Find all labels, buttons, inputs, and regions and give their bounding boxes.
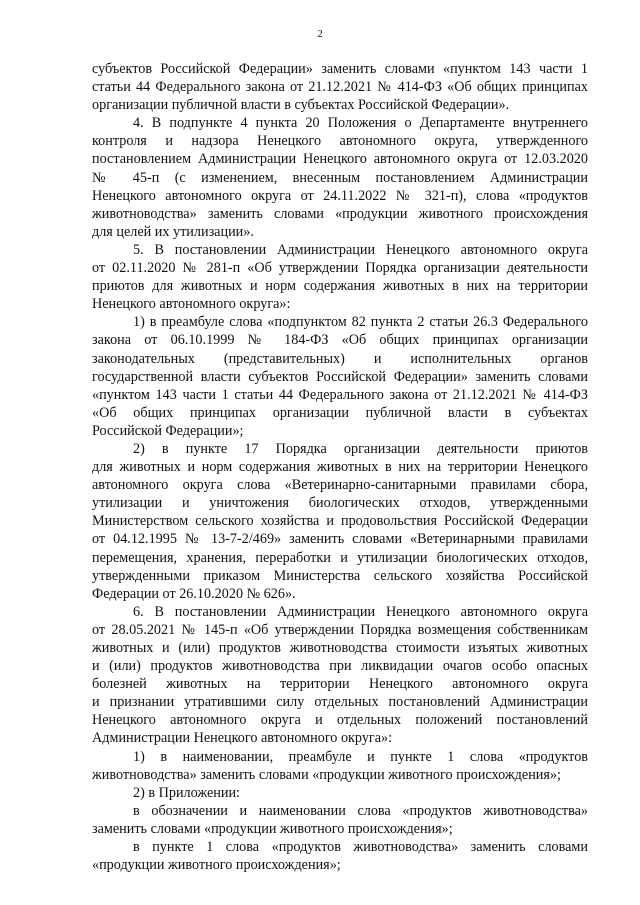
text-line: от 28.05.2021 № 145-п «Об утверждении Порядка возмещения собственникам [92, 621, 588, 638]
text-line: 4. В подпункте 4 пункта 20 Положения о Департаменте внутреннего [133, 115, 588, 132]
document-body [92, 60, 588, 874]
text-line: государственной власти субъектов Российской Федерации» заменить словами [92, 368, 588, 385]
text-line: 2) в Приложении: [133, 784, 240, 801]
text-line: 5. В постановлении Администрации Ненецкого автономного округа [133, 241, 588, 258]
text-line: Ненецкого автономного округа от 24.11.2022 № 321-п), слова «продуктов [92, 187, 588, 204]
text-line: перемещения, хранения, переработки и утилизации биологических отходов, [92, 549, 588, 566]
text-line: для животных и норм содержания животных в них на территории Ненецкого [92, 459, 588, 476]
text-line: заменить словами «продукции животного происхождения»; [92, 820, 453, 837]
text-line: 1) в наименовании, преамбуле и пункте 1 слова «продуктов [133, 748, 588, 765]
text-line: и (или) продуктов животноводства при ликвидации очагов особо опасных [92, 658, 588, 675]
text-line: приютов для животных и норм содержания животных в них на территории [92, 278, 588, 295]
text-line: Министерством сельского хозяйства и продовольствия Российской Федерации [92, 513, 588, 530]
text-line: № 45-п (с изменением, внесенным постановлением Администрации [92, 169, 588, 186]
text-line: субъектов Российской Федерации» заменить словами «пунктом 143 части 1 [92, 61, 588, 77]
text-line: Российской Федерации»; [92, 422, 244, 439]
text-line: животных и (или) продуктов животноводства стоимости изъятых животных [92, 640, 588, 656]
text-line: животноводства» заменить словами «продукции животного происхождения»; [92, 766, 561, 783]
text-line: контроля и надзора Ненецкого автономного округа, утвержденного [92, 133, 588, 150]
text-line: животноводства» заменить словами «продукции животного происхождения [92, 205, 588, 222]
text-line: статьи 44 Федерального закона от 21.12.2021 № 414-ФЗ «Об общих принципах [92, 79, 588, 96]
text-line: 6. В постановлении Администрации Ненецкого автономного округа [133, 603, 588, 620]
text-line: в пункте 1 слова «продуктов животноводства» заменить словами [133, 839, 588, 856]
text-line: от 02.11.2020 № 281-п «Об утверждении Порядка организации деятельности [92, 260, 588, 277]
text-line: 2) в пункте 17 Порядка организации деятельности приютов [133, 440, 588, 457]
text-line: Ненецкого автономного округа»: [92, 296, 291, 313]
text-line: Федерации от 26.10.2020 № 626». [92, 585, 296, 602]
text-line: постановлением Администрации Ненецкого автономного округа от 12.03.2020 [92, 151, 588, 168]
text-line: «Об общих принципах организации публичной власти в субъектах [92, 404, 588, 421]
text-line: 1) в преамбуле слова «подпунктом 82 пункта 2 статьи 26.3 Федерального [133, 314, 588, 331]
text-line: закона от 06.10.1999 № 184-ФЗ «Об общих принципах организации [92, 332, 588, 349]
text-line: «продукции животного происхождения»; [92, 857, 341, 874]
text-line: организации публичной власти в субъектах Российской Федерации». [92, 97, 510, 114]
text-line: для целей их утилизации». [92, 223, 254, 240]
text-line: «пунктом 143 части 1 статьи 44 Федерального закона от 21.12.2021 № 414-ФЗ [92, 386, 588, 403]
text-line: и признании утратившими силу отдельных постановлений Администрации [92, 694, 588, 711]
text-line: Ненецкого автономного округа и отдельных положений постановлений [92, 712, 588, 729]
text-line: от 04.12.1995 № 13-7-2/469» заменить словами «Ветеринарными правилами [92, 531, 588, 548]
text-line: Администрации Ненецкого автономного округа»: [92, 730, 393, 747]
text-line: утвержденными приказом Министерства сельского хозяйства Российской [92, 567, 588, 584]
text-line: болезней животных на территории Ненецкого автономного округа [92, 676, 588, 693]
text-line: в обозначении и наименовании слова «продуктов животноводства» [133, 802, 588, 819]
text-line: автономного округа слова «Ветеринарно-санитарными правилами сбора, [92, 477, 588, 494]
page-number: 2 [317, 28, 323, 40]
text-line: законодательных (представительных) и исполнительных органов [92, 350, 588, 367]
text-line: утилизации и уничтожения биологических отходов, утвержденными [92, 495, 588, 512]
